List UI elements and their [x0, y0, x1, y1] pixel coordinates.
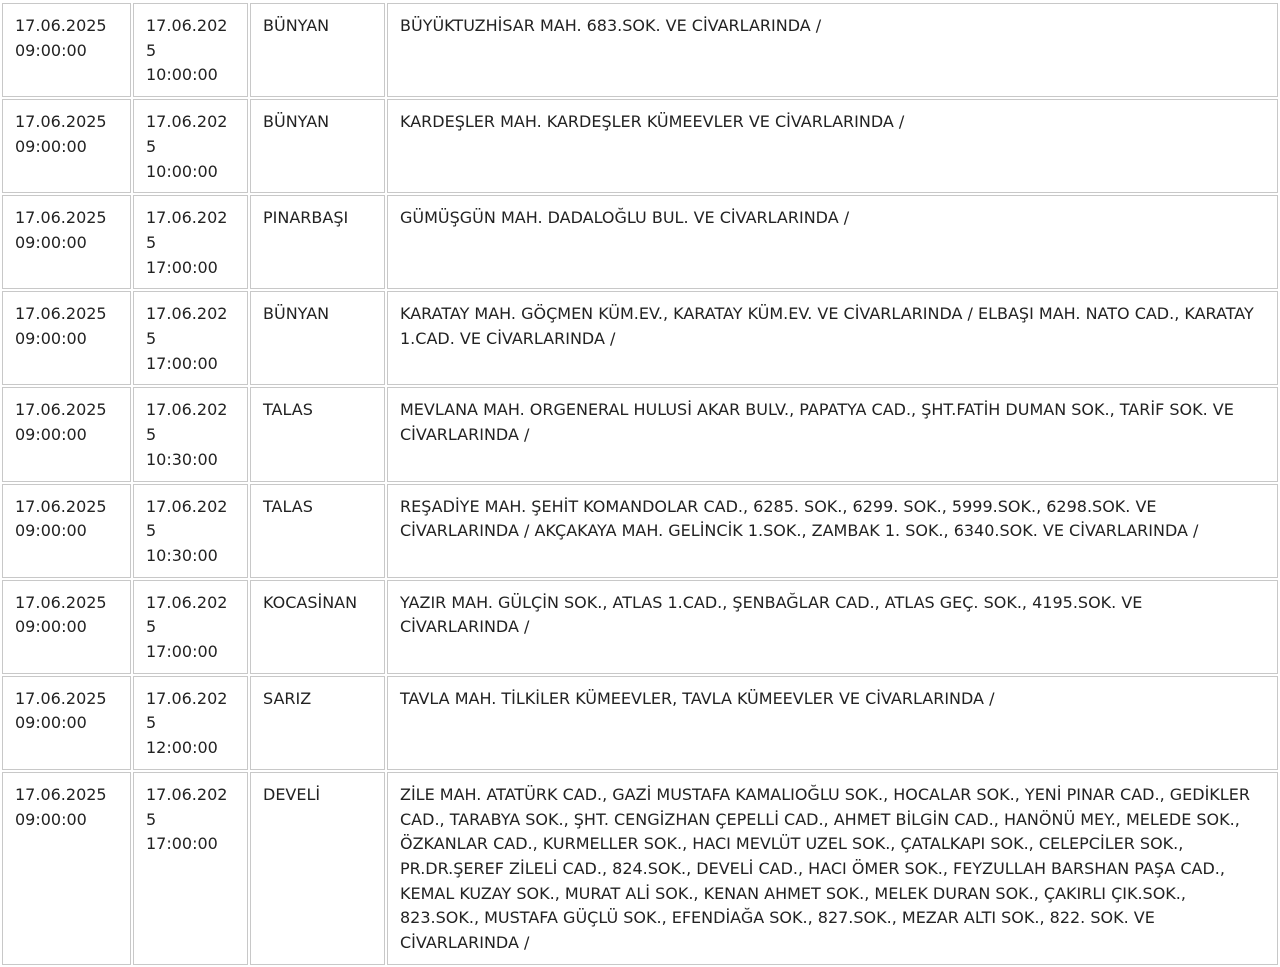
start-time: 09:00:00 — [15, 809, 87, 829]
start-time: 09:00:00 — [15, 40, 87, 60]
location: BÜYÜKTUZHİSAR MAH. 683.SOK. VE CİVARLARINDA / — [400, 16, 822, 35]
district-cell — [250, 291, 385, 385]
start-datetime-cell — [2, 99, 131, 193]
table-row — [2, 195, 1278, 289]
location: TAVLA MAH. TİLKİLER KÜMEEVLER, TAVLA KÜMEEVLER VE CİVARLARINDA / — [400, 688, 995, 708]
end-datetime-cell — [133, 195, 248, 289]
end-datetime-cell — [133, 580, 248, 674]
start-date: 17.06.2025 — [15, 496, 107, 516]
end-time: 10:00:00 — [146, 161, 218, 181]
location: ZİLE MAH. ATATÜRK CAD., GAZİ MUSTAFA KAMALIOĞLU SOK., HOCALAR SOK., YENİ PINAR CAD., GEDİKLER CAD., TARABYA SOK., ŞHT. CENGİZHAN ÇEPELLİ CAD., AHMET BİLGİN CAD., HANÖNÜ MEY., MELEDE SOK., ÖZKANLAR CAD., KURMELLER SOK., HACI MEVLÜT UZEL SOK., ÇATALKAPI SOK., CELEPCİLER SOK., PR.DR.ŞEREF ZİLELİ CAD., 824.SOK., DEVELİ CAD., HACI ÖMER SOK., FEYZULLAH BARSHAN PAŞA CAD., KEMAL KUZAY SOK., MURAT ALİ SOK., KENAN AHMET SOK., MELEK DURAN SOK., ÇAKIRLI ÇIK.SOK., 823.SOK., MUSTAFA GÜÇLÜ SOK., EFENDİAĞA SOK., 827.SOK., MEZAR ALTI SOK., 822. SOK. VE CİVARLARINDA / — [400, 784, 1250, 953]
end-date: 17.06.2025 — [146, 784, 228, 829]
location: MEVLANA MAH. ORGENERAL HULUSİ AKAR BULV., PAPATYA CAD., ŞHT.FATİH DUMAN SOK., TARİF SOK. VE CİVARLARINDA / — [400, 400, 1234, 445]
district: PINARBAŞI — [263, 208, 349, 228]
start-datetime-cell — [2, 484, 131, 578]
start-datetime-cell — [2, 195, 131, 289]
table-row — [2, 772, 1278, 965]
district-cell — [250, 99, 385, 193]
start-time: 09:00:00 — [15, 425, 87, 445]
location-cell — [387, 580, 1278, 674]
district: TALAS — [263, 496, 313, 516]
end-time: 17:00:00 — [146, 257, 218, 277]
district-cell — [250, 3, 385, 97]
start-time: 09:00:00 — [15, 232, 87, 252]
location-cell — [387, 772, 1278, 965]
start-date: 17.06.2025 — [15, 16, 107, 35]
start-date: 17.06.2025 — [15, 112, 107, 132]
district: SARIZ — [263, 688, 312, 708]
location-cell — [387, 387, 1278, 481]
start-time: 09:00:00 — [15, 713, 87, 733]
table-row — [2, 387, 1278, 481]
district-cell — [250, 195, 385, 289]
end-datetime-cell — [133, 3, 248, 97]
end-time: 10:30:00 — [146, 545, 218, 565]
outage-table — [0, 1, 1280, 967]
table-row — [2, 484, 1278, 578]
location-cell — [387, 484, 1278, 578]
start-date: 17.06.2025 — [15, 304, 107, 324]
start-date: 17.06.2025 — [15, 784, 107, 804]
end-time: 10:00:00 — [146, 65, 218, 85]
district-cell — [250, 387, 385, 481]
end-time: 12:00:00 — [146, 738, 218, 758]
start-datetime-cell — [2, 772, 131, 965]
end-time: 17:00:00 — [146, 353, 218, 373]
district: BÜNYAN — [263, 112, 330, 132]
location-cell — [387, 3, 1278, 97]
table-row — [2, 291, 1278, 385]
end-date: 17.06.2025 — [146, 112, 228, 156]
location: KARATAY MAH. GÖÇMEN KÜM.EV., KARATAY KÜM.EV. VE CİVARLARINDA / ELBAŞI MAH. NATO CAD., KARATAY 1.CAD. VE CİVARLARINDA / — [400, 304, 1254, 349]
start-date: 17.06.2025 — [15, 208, 107, 228]
end-datetime-cell — [133, 387, 248, 481]
table-row — [2, 580, 1278, 674]
end-date: 17.06.2025 — [146, 688, 228, 733]
location-cell — [387, 99, 1278, 193]
start-time: 09:00:00 — [15, 329, 87, 349]
district-cell — [250, 580, 385, 674]
location-cell — [387, 195, 1278, 289]
end-date: 17.06.2025 — [146, 592, 228, 637]
end-datetime-cell — [133, 676, 248, 770]
district: BÜNYAN — [263, 16, 330, 35]
district: TALAS — [263, 400, 313, 420]
district: DEVELİ — [263, 784, 321, 804]
location-cell — [387, 291, 1278, 385]
end-datetime-cell — [133, 291, 248, 385]
end-time: 17:00:00 — [146, 642, 218, 662]
district-cell — [250, 676, 385, 770]
end-date: 17.06.2025 — [146, 304, 228, 349]
table-row — [2, 3, 1278, 97]
start-date: 17.06.2025 — [15, 592, 107, 612]
end-date: 17.06.2025 — [146, 496, 228, 541]
table-row — [2, 676, 1278, 770]
start-time: 09:00:00 — [15, 521, 87, 541]
end-date: 17.06.2025 — [146, 400, 228, 445]
start-time: 09:00:00 — [15, 136, 87, 156]
start-datetime-cell — [2, 676, 131, 770]
end-time: 10:30:00 — [146, 449, 218, 469]
location: KARDEŞLER MAH. KARDEŞLER KÜMEEVLER VE CİVARLARINDA / — [400, 112, 905, 132]
start-date: 17.06.2025 — [15, 688, 107, 708]
end-datetime-cell — [133, 484, 248, 578]
location: GÜMÜŞGÜN MAH. DADALOĞLU BUL. VE CİVARLARINDA / — [400, 208, 850, 228]
end-time: 17:00:00 — [146, 834, 218, 854]
start-date: 17.06.2025 — [15, 400, 107, 420]
end-datetime-cell — [133, 99, 248, 193]
end-datetime-cell — [133, 772, 248, 965]
district: KOCASİNAN — [263, 592, 358, 612]
location-cell — [387, 676, 1278, 770]
end-date: 17.06.2025 — [146, 16, 228, 60]
end-date: 17.06.2025 — [146, 208, 228, 252]
start-datetime-cell — [2, 580, 131, 674]
location: YAZIR MAH. GÜLÇİN SOK., ATLAS 1.CAD., ŞENBAĞLAR CAD., ATLAS GEÇ. SOK., 4195.SOK. VE CİVARLARINDA / — [400, 592, 1143, 637]
outage-table-body — [2, 3, 1278, 965]
table-row — [2, 99, 1278, 193]
start-datetime-cell — [2, 291, 131, 385]
location: REŞADİYE MAH. ŞEHİT KOMANDOLAR CAD., 6285. SOK., 6299. SOK., 5999.SOK., 6298.SOK. VE CİVARLARINDA / AKÇAKAYA MAH. GELİNCİK 1.SOK., ZAMBAK 1. SOK., 6340.SOK. VE CİVARLARINDA / — [400, 496, 1199, 541]
district: BÜNYAN — [263, 304, 330, 324]
start-datetime-cell — [2, 3, 131, 97]
district-cell — [250, 484, 385, 578]
start-time: 09:00:00 — [15, 617, 87, 637]
start-datetime-cell — [2, 387, 131, 481]
district-cell — [250, 772, 385, 965]
